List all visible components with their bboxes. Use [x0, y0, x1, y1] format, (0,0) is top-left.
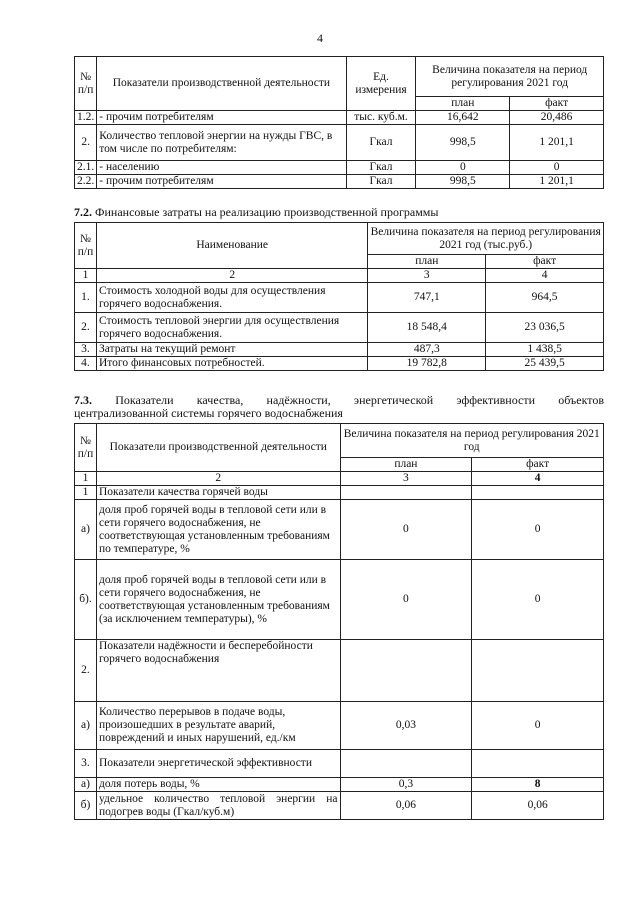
header-indicator: Показатели производственной деятельности [96, 424, 340, 472]
row-unit: Гкал [346, 161, 416, 175]
row-fact: 1 201,1 [510, 175, 604, 189]
financial-costs-table [74, 222, 604, 371]
row-name: Количество перерывов в подаче воды, произошедших в результате аварий, повреждений и иных нарушений, ед./км [96, 702, 340, 750]
header-num: № п/п [75, 424, 97, 472]
header-fact: факт [510, 97, 604, 111]
row-name: доля проб горячей воды в тепловой сети или в сети горячего водоснабжения, не соответствующая установленным требованиям по температуре, % [96, 500, 340, 560]
row-name: Итого финансовых потребностей. [96, 357, 367, 371]
row-plan [340, 640, 472, 702]
row-fact: 0 [472, 560, 604, 640]
row-num: 4. [75, 357, 97, 371]
row-plan: 998,5 [416, 175, 510, 189]
index-cell: 1 [75, 472, 97, 486]
page-number: 4 [317, 31, 323, 45]
header-plan: план [340, 458, 472, 472]
header-value: Величина показателя на период регулирования 2021 год [340, 424, 603, 458]
table-row [75, 560, 604, 640]
section-title: Финансовые затраты на реализацию производственной программы [95, 205, 439, 219]
section-7-3-heading [74, 394, 604, 420]
row-plan: 0 [340, 560, 472, 640]
table-row [75, 640, 604, 702]
row-plan: 747,1 [368, 283, 486, 313]
row-fact: 1 438,5 [486, 343, 604, 357]
row-name: доля проб горячей воды в тепловой сети или в сети горячего водоснабжения, не соответствующая установленным требованиям (за исключением температуры), % [96, 560, 340, 640]
table-row [75, 313, 604, 343]
index-cell: 1 [75, 269, 97, 283]
header-value: Величина показателя на период регулирования 2021 год (тыс.руб.) [368, 223, 604, 255]
row-name: Стоимость холодной воды для осуществления горячего водоснабжения. [96, 283, 367, 313]
table-row [75, 702, 604, 750]
table-row [75, 175, 604, 189]
row-num: 2.1. [75, 161, 97, 175]
row-plan: 19 782,8 [368, 357, 486, 371]
header-unit: Ед. измерения [346, 57, 416, 111]
row-num: 1. [75, 283, 97, 313]
row-num: 1.2. [75, 111, 97, 125]
index-cell: 2 [96, 472, 340, 486]
index-cell: 2 [96, 269, 367, 283]
index-row [75, 269, 604, 283]
row-unit: Гкал [346, 125, 416, 161]
row-name: - прочим потребителям [97, 175, 346, 189]
index-cell: 4 [486, 269, 604, 283]
header-num: № п/п [75, 57, 97, 111]
row-name: Стоимость тепловой энергии для осуществления горячего водоснабжения. [96, 313, 367, 343]
header-fact: факт [472, 458, 604, 472]
header-plan: план [416, 97, 510, 111]
row-num: 3. [75, 343, 97, 357]
row-plan: 16,642 [416, 111, 510, 125]
header-value: Величина показателя на период регулирования 2021 год [416, 57, 604, 97]
row-name: Затраты на текущий ремонт [96, 343, 367, 357]
row-fact [472, 640, 604, 702]
row-fact: 0 [472, 702, 604, 750]
row-num: 2. [75, 640, 97, 702]
row-plan: 0,3 [340, 778, 472, 792]
row-unit: тыс. куб.м. [346, 111, 416, 125]
row-num: а) [75, 778, 97, 792]
row-num: б) [75, 792, 97, 820]
row-name: - прочим потребителям [97, 111, 346, 125]
table-row [75, 500, 604, 560]
table-row [75, 357, 604, 371]
header-num: № п/п [75, 223, 97, 269]
row-plan: 0,03 [340, 702, 472, 750]
row-name: Количество тепловой энергии на нужды ГВС, в том числе по потребителям: [97, 125, 346, 161]
row-fact: 0 [472, 500, 604, 560]
row-plan: 0 [416, 161, 510, 175]
row-plan: 0 [340, 500, 472, 560]
row-name: Показатели энергетической эффективности [96, 750, 340, 778]
row-plan: 998,5 [416, 125, 510, 161]
table-row [75, 750, 604, 778]
row-num: 2. [75, 313, 97, 343]
row-plan: 487,3 [368, 343, 486, 357]
row-fact: 23 036,5 [486, 313, 604, 343]
table-row [75, 792, 604, 820]
section-number: 7.3. [74, 393, 92, 407]
table-row [75, 111, 604, 125]
row-num: б). [75, 560, 97, 640]
row-num: 1 [75, 486, 97, 500]
row-fact [472, 750, 604, 778]
section-title-line-2: централизованной системы горячего водоснабжения [74, 406, 343, 420]
quality-indicators-table [74, 423, 604, 820]
row-num: 2. [75, 125, 97, 161]
table-row [75, 778, 604, 792]
index-cell: 3 [340, 472, 472, 486]
row-name: - населению [97, 161, 346, 175]
index-cell: 3 [368, 269, 486, 283]
row-fact: 8 [472, 778, 604, 792]
index-row [75, 472, 604, 486]
production-indicators-table [74, 56, 604, 189]
row-fact [472, 486, 604, 500]
row-num: а) [75, 500, 97, 560]
header-indicator: Показатели производственной деятельности [97, 57, 346, 111]
header-fact: факт [486, 255, 604, 269]
row-fact: 0 [510, 161, 604, 175]
row-num: 3. [75, 750, 97, 778]
table-row [75, 283, 604, 313]
row-fact: 25 439,5 [486, 357, 604, 371]
header-plan: план [368, 255, 486, 269]
section-number: 7.2. [74, 205, 92, 219]
row-name: Показатели качества горячей воды [96, 486, 340, 500]
section-7-2-heading [74, 206, 438, 219]
row-fact: 0,06 [472, 792, 604, 820]
row-num: а) [75, 702, 97, 750]
row-num: 2.2. [75, 175, 97, 189]
row-plan [340, 486, 472, 500]
row-name: доля потерь воды, % [96, 778, 340, 792]
row-plan: 0,06 [340, 792, 472, 820]
row-name: Показатели надёжности и бесперебойности горячего водоснабжения [96, 640, 340, 702]
row-unit: Гкал [346, 175, 416, 189]
row-fact: 964,5 [486, 283, 604, 313]
table-row [75, 343, 604, 357]
row-fact: 1 201,1 [510, 125, 604, 161]
row-name: удельное количество тепловой энергии на подогрев воды (Гкал/куб.м) [96, 792, 340, 820]
index-cell: 4 [472, 472, 604, 486]
section-title: Показатели качества, надёжности, энергетической эффективности объектов [115, 393, 604, 407]
table-row [75, 486, 604, 500]
row-plan [340, 750, 472, 778]
row-fact: 20,486 [510, 111, 604, 125]
table-row [75, 125, 604, 161]
header-name: Наименование [96, 223, 367, 269]
row-plan: 18 548,4 [368, 313, 486, 343]
table-row [75, 161, 604, 175]
